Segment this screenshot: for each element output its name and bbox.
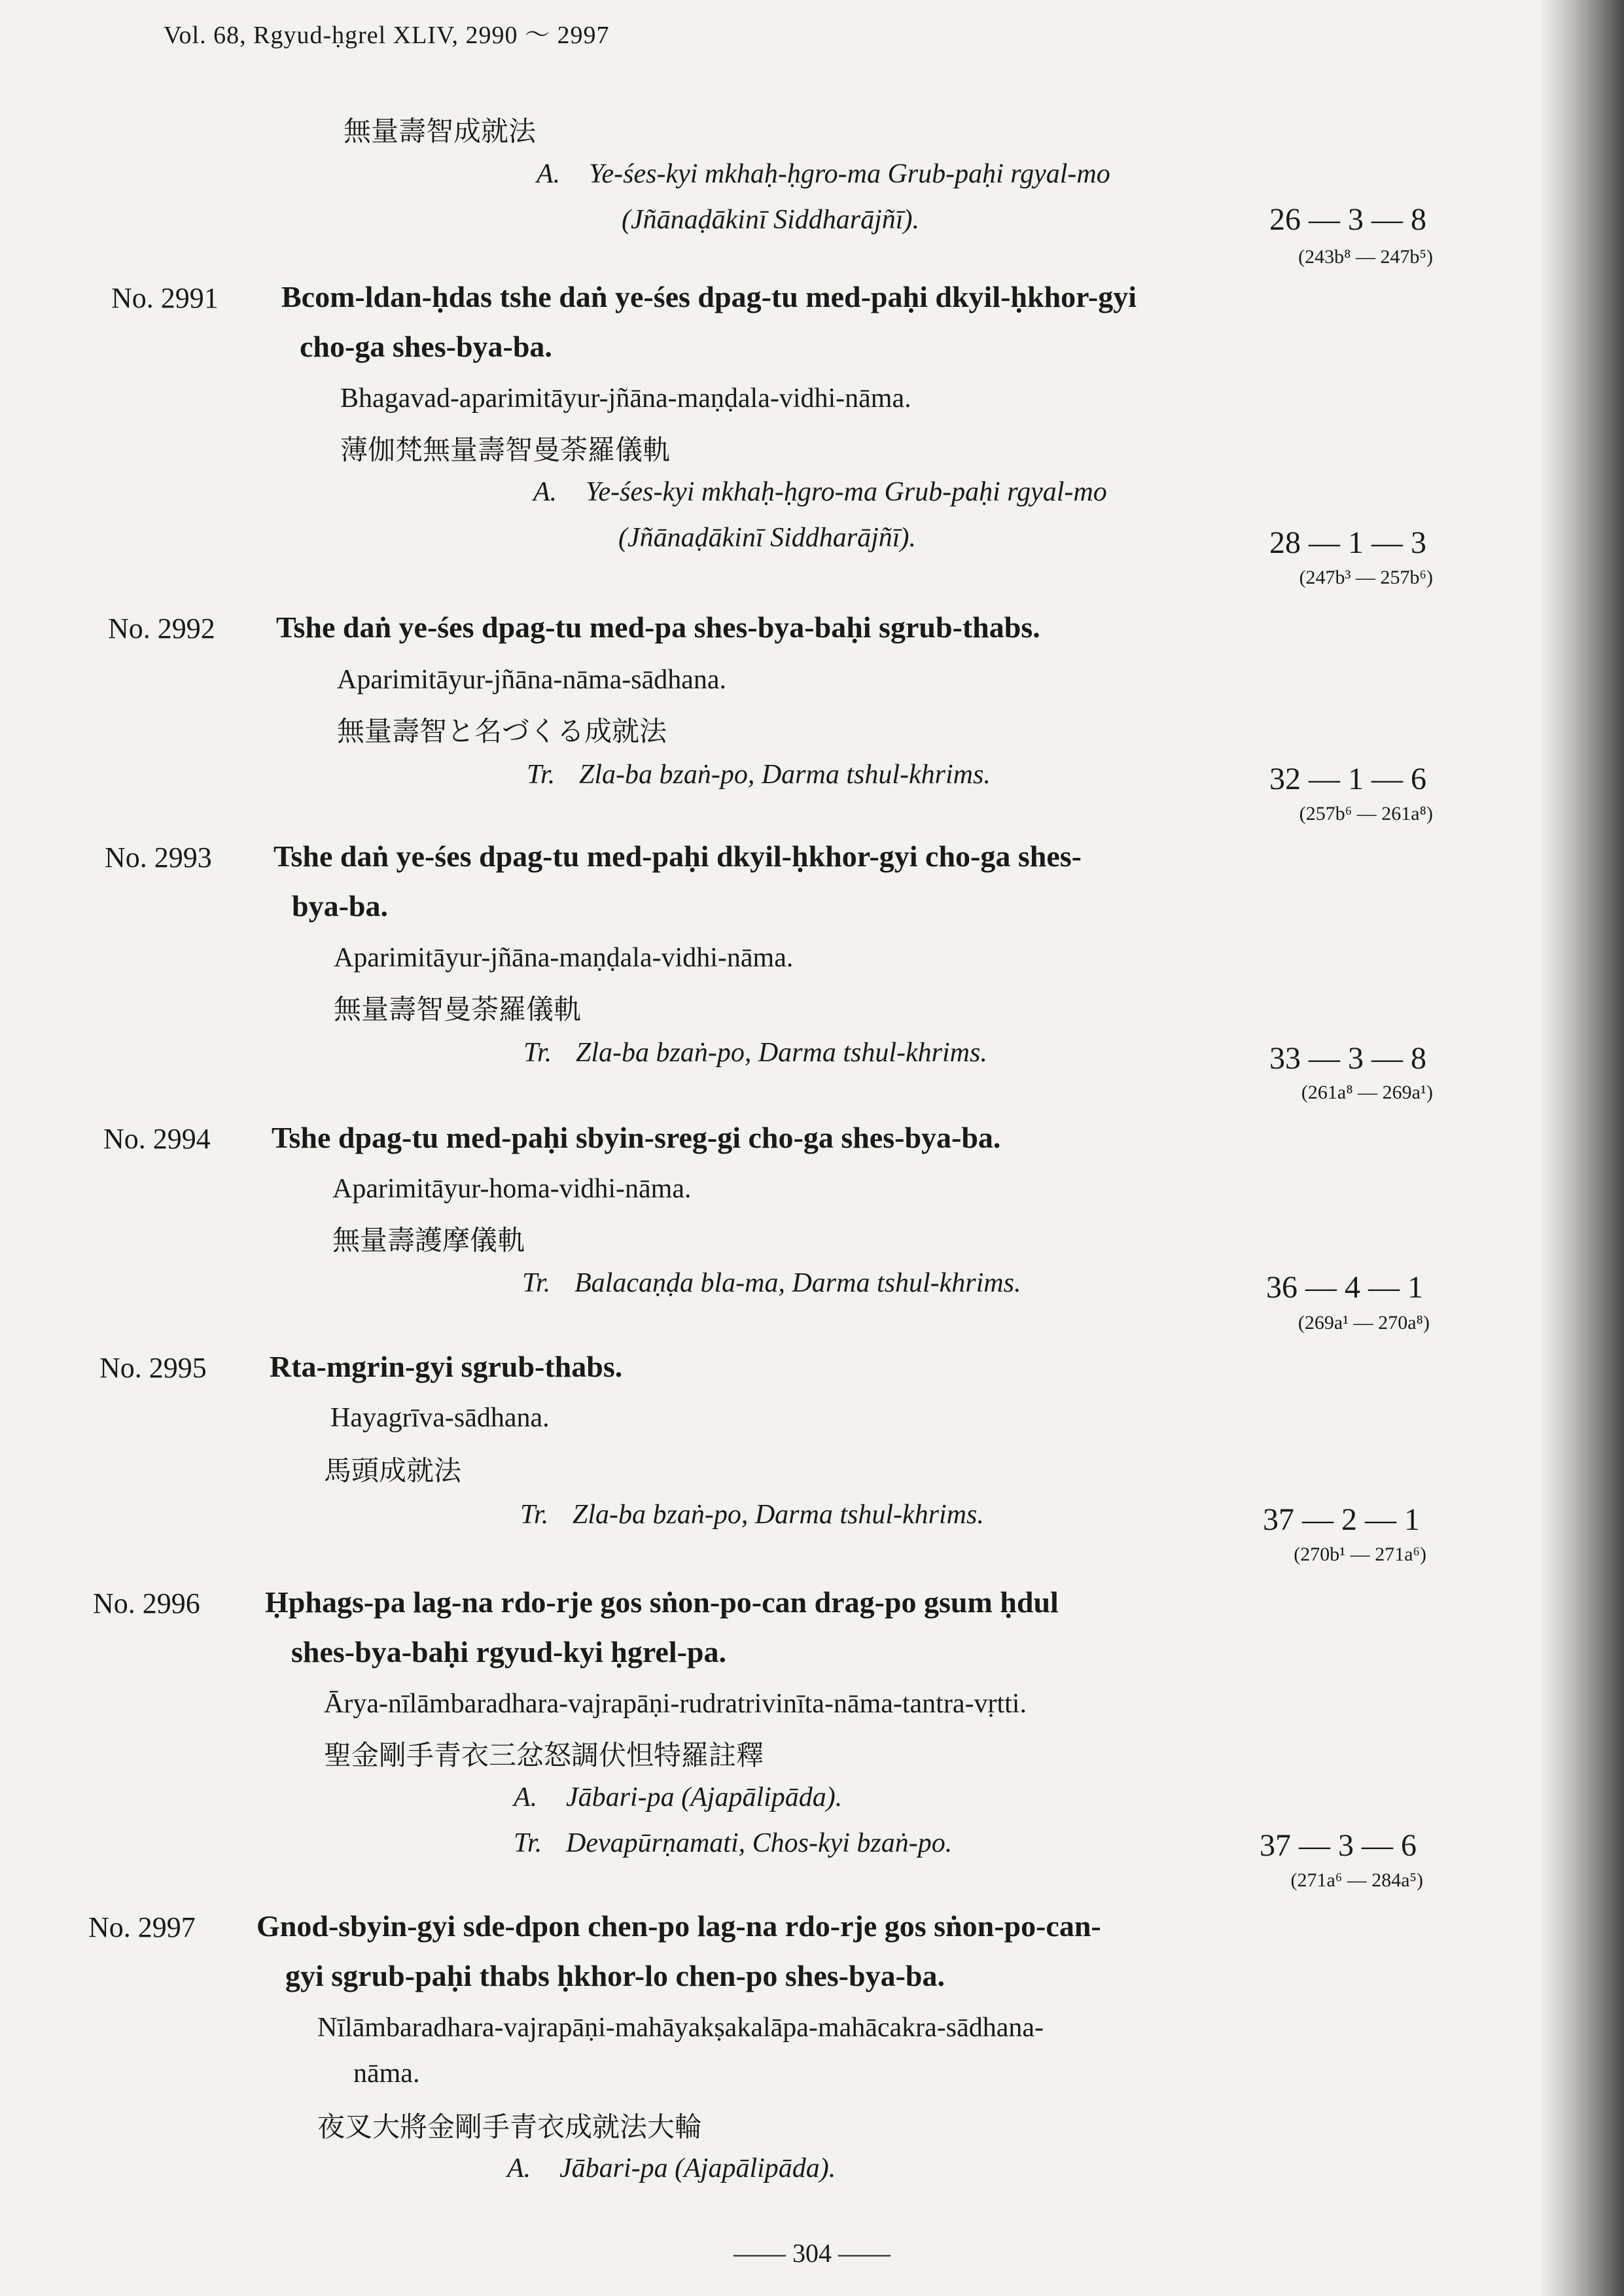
tibetan-title	[274, 832, 1082, 931]
title-line-2: bya-ba.	[292, 889, 388, 923]
entry-number: No. 2992	[108, 612, 215, 645]
scan-edge-shadow	[1539, 0, 1624, 2296]
author-name: Ye-śes-kyi mkhaḥ-ḥgro-ma Grub-paḥi rgyal-mo	[586, 477, 1107, 507]
folio-ref: 36 — 4 — 1	[1266, 1270, 1423, 1305]
cjk-title: 薄伽梵無量壽智曼荼羅儀軌	[340, 434, 671, 466]
cjk-title: 無量壽護摩儀軌	[332, 1224, 525, 1256]
sanskrit-line-2: nāma.	[353, 2058, 420, 2089]
folio-ref: 28 — 1 — 3	[1269, 525, 1426, 560]
translator-names: Zla-ba bzaṅ-po, Darma tshul-khrims.	[576, 1038, 987, 1068]
folio-sub: (269a¹ — 270a⁸)	[1297, 1312, 1430, 1333]
translator-line	[514, 1828, 952, 1859]
tibetan-title	[281, 272, 1137, 372]
title-line-2: shes-bya-baḥi rgyud-kyi ḥgrel-pa.	[291, 1635, 727, 1669]
translator-line	[527, 759, 991, 790]
author-line	[507, 2153, 836, 2184]
author-role: A.	[537, 159, 561, 189]
sanskrit-title: Bhagavad-aparimitāyur-jñāna-maṇḍala-vidhi-nāma.	[340, 383, 911, 414]
tibetan-title	[256, 1901, 1101, 2001]
title-line-1: Bcom-ldan-ḥdas tshe daṅ ye-śes dpag-tu med-paḥi dkyil-ḥkhor-gyi	[281, 280, 1137, 313]
cjk-title: 聖金剛手青衣三忿怒調伏怛特羅註釋	[324, 1739, 764, 1771]
author-name: Jābari-pa (Ajapālipāda).	[559, 2153, 836, 2183]
tibetan-title	[272, 1113, 1000, 1163]
author-role: A.	[533, 477, 557, 507]
translator-line	[520, 1499, 984, 1530]
tibetan-title	[276, 603, 1040, 652]
entry-number: No. 2997	[88, 1911, 196, 1943]
author-name: Jābari-pa (Ajapālipāda).	[566, 1782, 843, 1812]
translator-line	[522, 1267, 1021, 1299]
translator-names: Balacaṇḍa bla-ma, Darma tshul-khrims.	[574, 1268, 1021, 1298]
title-line-2: cho-ga shes-bya-ba.	[300, 330, 552, 363]
sanskrit-title	[317, 2012, 1044, 2043]
title-line-1: Tshe daṅ ye-śes dpag-tu med-paḥi dkyil-ḥkhor-gyi cho-ga shes-	[274, 839, 1082, 873]
title-line-1: Tshe daṅ ye-śes dpag-tu med-pa shes-bya-baḥi sgrub-thabs.	[276, 610, 1040, 644]
translator-names: Zla-ba bzaṅ-po, Darma tshul-khrims.	[573, 1500, 984, 1530]
title-line-1: Rta-mgrin-gyi sgrub-thabs.	[270, 1350, 623, 1383]
sanskrit-line-1: Nīlāmbaradhara-vajrapāṇi-mahāyakṣakalāpa-mahācakra-sādhana-	[317, 2013, 1044, 2043]
folio-sub: (243b⁸ — 247b⁵)	[1298, 246, 1433, 268]
entry-number: No. 2993	[105, 841, 212, 874]
translator-names: Zla-ba bzaṅ-po, Darma tshul-khrims.	[579, 760, 991, 790]
translator-line	[523, 1037, 987, 1069]
translator-names: Devapūrṇamati, Chos-kyi bzaṅ-po.	[566, 1828, 953, 1858]
translator-role: Tr.	[514, 1828, 542, 1858]
entry-number: No. 2995	[99, 1352, 207, 1384]
folio-sub: (271a⁶ — 284a⁵)	[1290, 1869, 1423, 1891]
author-sanskrit: (Jñānaḍākinī Siddharājñī).	[618, 523, 916, 553]
title-line-2: gyi sgrub-paḥi thabs ḥkhor-lo chen-po shes-bya-ba.	[285, 1959, 945, 1992]
tibetan-title	[270, 1342, 622, 1392]
author-line	[533, 476, 1107, 508]
author-line	[514, 1782, 842, 1813]
cjk-title: 馬頭成就法	[324, 1455, 462, 1487]
folio-sub: (257b⁶ — 261a⁸)	[1299, 803, 1433, 824]
sanskrit-title: Hayagrīva-sādhana.	[330, 1403, 550, 1433]
title-line-1: Gnod-sbyin-gyi sde-dpon chen-po lag-na rdo-rje gos sṅon-po-can-	[256, 1909, 1101, 1943]
cjk-title: 夜叉大將金剛手青衣成就法大輪	[317, 2111, 703, 2143]
author-sanskrit: (Jñānaḍākinī Siddharājñī).	[622, 205, 919, 235]
title-line-1: Ḥphags-pa lag-na rdo-rje gos sṅon-po-can drag-po gsum ḥdul	[265, 1585, 1059, 1619]
title-line-1: Tshe dpag-tu med-paḥi sbyin-sreg-gi cho-ga shes-bya-ba.	[272, 1121, 1001, 1154]
entry-number: No. 2991	[111, 282, 219, 314]
author-name: Ye-śes-kyi mkhaḥ-ḥgro-ma Grub-paḥi rgyal-mo	[589, 159, 1110, 189]
folio-ref: 32 — 1 — 6	[1269, 762, 1426, 796]
folio-sub: (261a⁸ — 269a¹)	[1301, 1082, 1433, 1103]
sanskrit-title: Aparimitāyur-jñāna-maṇḍala-vidhi-nāma.	[334, 943, 794, 973]
sanskrit-title: Aparimitāyur-homa-vidhi-nāma.	[332, 1174, 692, 1204]
tibetan-title	[265, 1578, 1059, 1677]
sanskrit-title: Aparimitāyur-jñāna-nāma-sādhana.	[337, 665, 727, 695]
entry-number: No. 2994	[103, 1123, 211, 1155]
folio-sub: (247b³ — 257b⁶)	[1299, 567, 1433, 588]
page-number: —— 304 ——	[733, 2238, 891, 2268]
sanskrit-title: Ārya-nīlāmbaradhara-vajrapāṇi-rudratrivinīta-nāma-tantra-vṛtti.	[324, 1689, 1027, 1719]
author-role: A.	[507, 2153, 531, 2183]
translator-role: Tr.	[527, 760, 556, 790]
translator-role: Tr.	[523, 1038, 552, 1068]
cjk-title: 無量壽智成就法	[344, 115, 537, 147]
folio-ref: 37 — 2 — 1	[1263, 1502, 1420, 1537]
folio-ref: 26 — 3 — 8	[1269, 202, 1426, 237]
cjk-title: 無量壽智曼荼羅儀軌	[334, 993, 582, 1025]
translator-role: Tr.	[520, 1500, 549, 1530]
running-header: Vol. 68, Rgyud-ḥgrel XLIV, 2990 ～ 2997	[164, 22, 610, 49]
author-line	[537, 158, 1110, 190]
entry-number: No. 2996	[93, 1587, 200, 1619]
author-role: A.	[514, 1782, 538, 1812]
folio-ref: 33 — 3 — 8	[1269, 1041, 1426, 1076]
cjk-title: 無量壽智と名づくる成就法	[337, 715, 667, 747]
folio-ref: 37 — 3 — 6	[1260, 1828, 1417, 1863]
folio-sub: (270b¹ — 271a⁶)	[1294, 1544, 1426, 1565]
translator-role: Tr.	[522, 1268, 551, 1298]
